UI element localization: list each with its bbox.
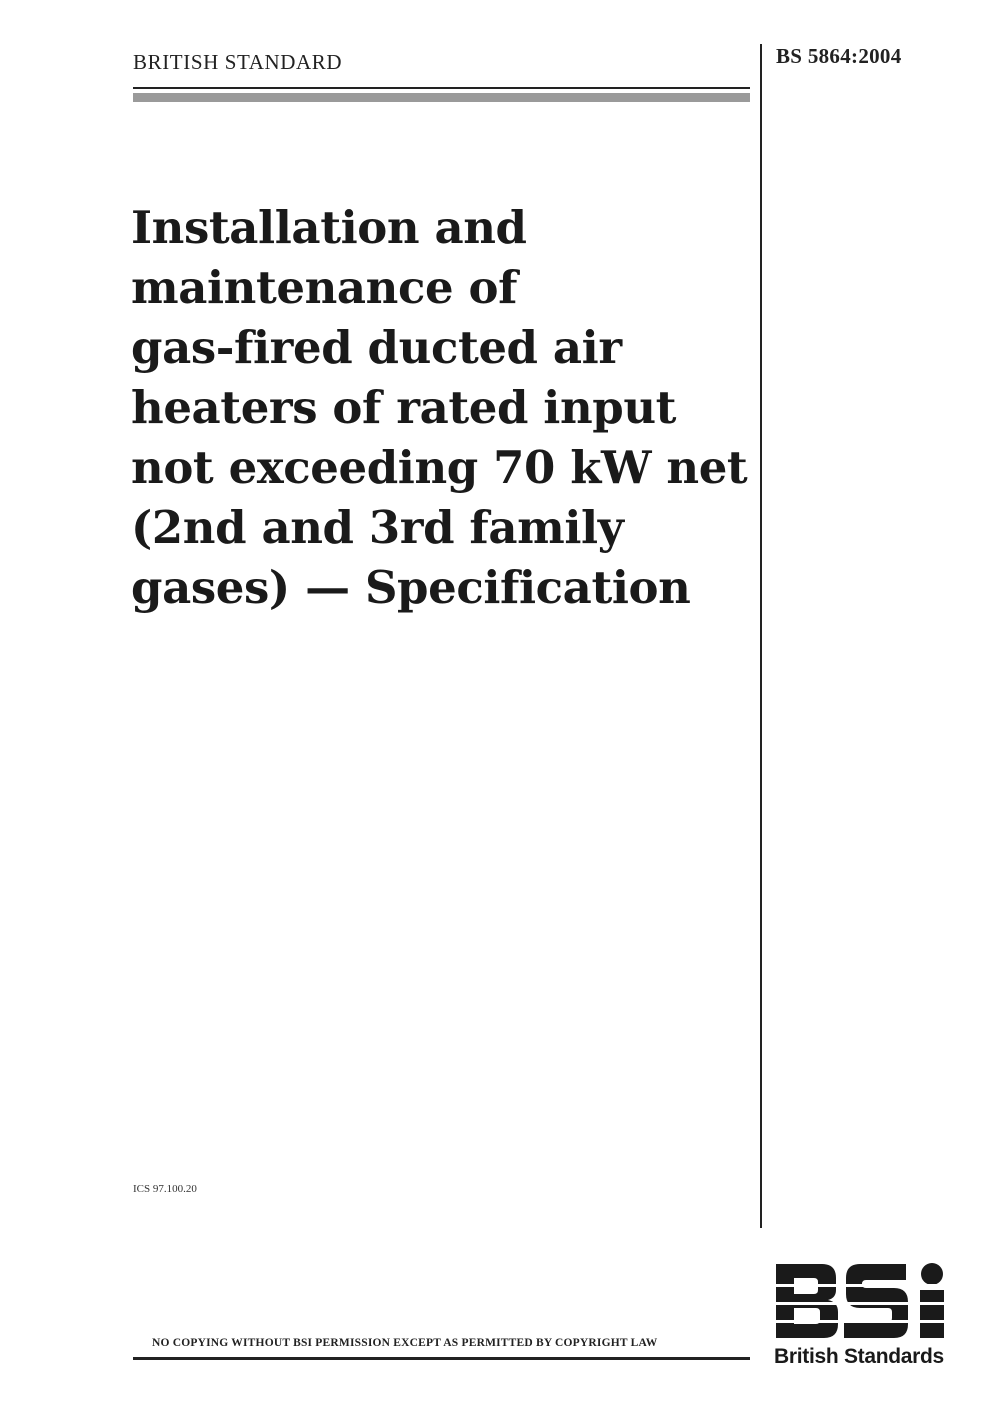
- ics-code: ICS 97.100.20: [133, 1183, 197, 1195]
- copyright-notice: NO COPYING WITHOUT BSI PERMISSION EXCEPT AS PERMITTED BY COPYRIGHT LAW: [152, 1337, 658, 1349]
- title-line: not exceeding 70 kW net: [131, 441, 748, 494]
- title-line: (2nd and 3rd family: [131, 501, 624, 554]
- title-line: Installation and: [131, 201, 527, 254]
- vertical-divider: [760, 44, 762, 1228]
- title-line: maintenance of: [131, 261, 518, 314]
- series-label: BRITISH STANDARD: [133, 50, 343, 74]
- title-line: gas-fired ducted air: [131, 321, 622, 374]
- footer-divider: [133, 1357, 750, 1360]
- header-divider-thin: [133, 87, 750, 89]
- header-divider-thick: [133, 93, 750, 102]
- document-number: BS 5864:2004: [776, 44, 902, 68]
- title-line: gases) — Specification: [131, 561, 691, 614]
- document-title: [131, 198, 756, 618]
- title-line: heaters of rated input: [131, 381, 677, 434]
- bsi-logo-wordmark: [776, 1263, 944, 1338]
- bsi-logo-caption: British Standards: [774, 1345, 944, 1368]
